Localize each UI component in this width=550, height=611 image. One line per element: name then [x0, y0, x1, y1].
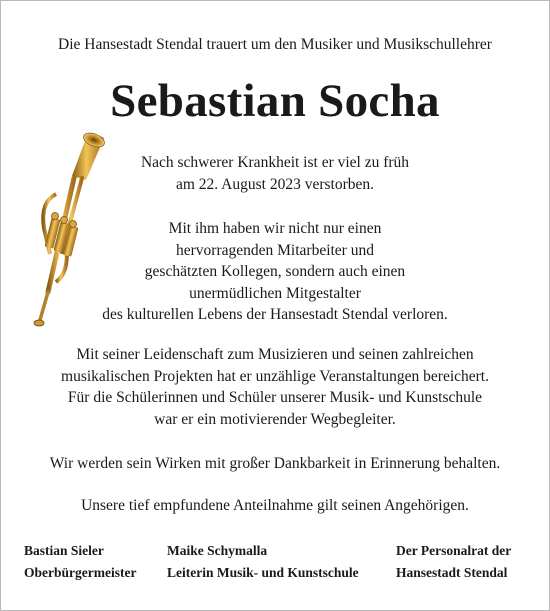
text-line: geschätzten Kollegen, sondern auch einen [144, 263, 406, 280]
text-line: Mit seiner Leidenschaft zum Musizieren und seinen zahlreichen [76, 346, 474, 363]
text-line: am 22. August 2023 verstorben. [175, 175, 375, 193]
text-line: war er ein motivierender Wegbegleiter. [154, 410, 396, 428]
paragraph-passion [0, 344, 550, 430]
signature-name: Der Personalrat der [396, 543, 512, 558]
text-line: Für die Schülerinnen und Schüler unserer Musik- und Kunstschule [67, 389, 483, 406]
paragraph-passing [0, 152, 550, 195]
text-line: Mit ihm haben wir nicht nur einen [168, 220, 382, 237]
text-line: Wir werden sein Wirken mit großer Dankbarkeit in Erinnerung behalten. [49, 455, 501, 472]
intro-line: Die Hansestadt Stendal trauert um den Musiker und Musikschullehrer [58, 36, 492, 53]
paragraph-gratitude [0, 453, 550, 475]
signature-title: Oberbürgermeister [24, 564, 137, 580]
signature-staff-council [396, 540, 511, 583]
text-line: Unsere tief empfundene Anteilnahme gilt seinen Angehörigen. [81, 497, 469, 514]
text-line: unermüdlichen Mitgestalter [189, 284, 361, 302]
text-line: musikalischen Projekten hat er unzählige Veranstaltungen bereichert. [61, 367, 489, 385]
signature-name: Bastian Sieler [24, 543, 104, 558]
signature-mayor [24, 540, 136, 583]
text-line: des kulturellen Lebens der Hansestadt Stendal verloren. [102, 306, 448, 323]
paragraph-condolences [0, 495, 550, 517]
paragraph-tribute [0, 218, 550, 326]
signature-school-head [167, 540, 359, 583]
text-line: hervorragenden Mitarbeiter und [176, 241, 374, 259]
signature-title: Hansestadt Stendal [396, 564, 508, 580]
signature-title: Leiterin Musik- und Kunstschule [167, 564, 359, 580]
signature-name: Maike Schymalla [167, 543, 268, 558]
text-line: Nach schwerer Krankheit ist er viel zu früh [140, 154, 410, 171]
deceased-name: Sebastian Socha [110, 75, 440, 127]
